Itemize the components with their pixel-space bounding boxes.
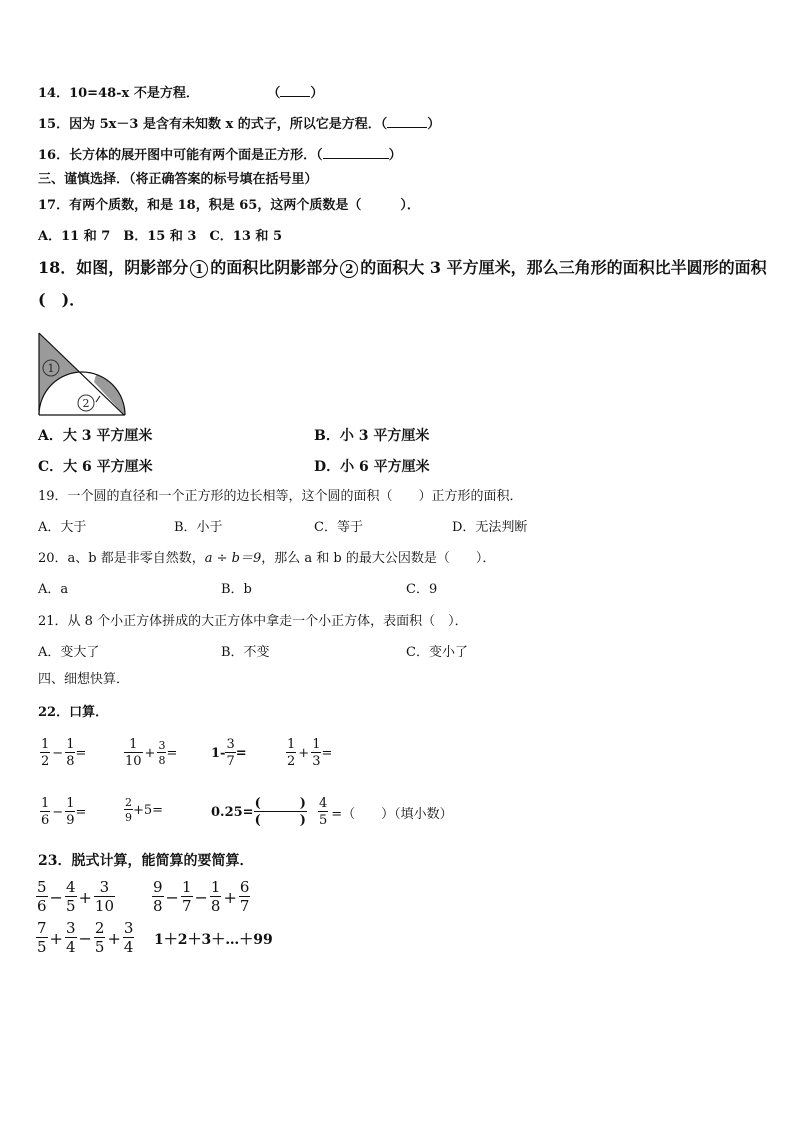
q18-figure — [36, 330, 130, 418]
q18-stem: 18．如图，阴影部分 1 的面积比阴影部分 2 的面积大 3 平方厘米，那么三角形的面积比半圆形的面积 — [38, 258, 767, 277]
q19-option-a[interactable]: A．大于 — [38, 520, 87, 535]
q20-option-a[interactable]: A．a — [38, 582, 69, 597]
q18-option-b[interactable]: B．小 3 平方厘米 — [314, 428, 430, 444]
q18-option-c[interactable]: C．大 6 平方厘米 — [38, 459, 153, 475]
q22-denominator-blank[interactable]: ( ) — [254, 813, 306, 828]
fraction: $\frac{1}{2}$ — [287, 737, 296, 769]
q23-expr2: $\frac{9}{8}$ − $\frac{1}{7}$ − $\frac{1}{8}$ + $\frac{6}{7}$ — [153, 878, 250, 915]
q20-stem: 20．a、b 都是非零自然数，a ÷ b＝9，那么 a 和 b 的最大公因数是（ ）． — [38, 551, 496, 566]
q14: 14．10=48-x 不是方程． （ ） — [38, 86, 324, 101]
section-3-title: 三、谨慎选择．（将正确答案的标号填在括号里） — [38, 172, 318, 187]
section-4-title: 四、细想快算． — [38, 672, 130, 687]
q18-option-d[interactable]: D．小 6 平方厘米 — [314, 459, 430, 475]
fraction: $\frac{1}{3}$ — [312, 737, 321, 769]
fraction: $\frac{3}{7}$ — [226, 737, 235, 769]
q19-stem: 19．一个圆的直径和一个正方形的边长相等，这个圆的面积（ ）正方形的面积． — [38, 489, 523, 504]
q19-option-c[interactable]: C．等于 — [314, 520, 363, 535]
q22-r1-item3: 1- $\frac{3}{7}$ = — [211, 737, 247, 769]
q16: 16．长方体的展开图中可能有两个面是正方形．（ ） — [38, 148, 402, 163]
figure-label-2: 2 — [82, 397, 90, 410]
circle-2-marker: 2 — [340, 260, 358, 278]
q19-option-b[interactable]: B．小于 — [174, 520, 223, 535]
q20-option-c[interactable]: C．9 — [406, 582, 438, 597]
fraction: $\frac{2}{9}$ — [125, 796, 132, 824]
q21-option-a[interactable]: A．变大了 — [38, 645, 100, 660]
q21-option-c[interactable]: C．变小了 — [406, 645, 468, 660]
q23-expr4: 1＋2＋3＋…＋99 — [154, 932, 273, 948]
figure-label-1: 1 — [47, 362, 55, 375]
q21-stem: 21．从 8 个小正方体拼成的大正方体中拿走一个小正方体，表面积（ ）． — [38, 614, 468, 629]
fraction: $\frac{1}{10}$ — [125, 737, 142, 769]
q22-title: 22．口算． — [38, 705, 109, 720]
q22-r2-item1: $\frac{1}{6}$ − $\frac{1}{9}$ = — [41, 796, 87, 828]
q18-stem-line2: ( )． — [38, 290, 86, 309]
q22-r1-item1: $\frac{1}{2}$ − $\frac{1}{8}$ = — [41, 737, 87, 769]
q22-r2-item2: $\frac{2}{9}$ +5= — [125, 796, 164, 824]
fraction: $\frac{1}{9}$ — [66, 796, 75, 828]
q14-answer-blank[interactable] — [280, 84, 310, 97]
q22-r2-item4: $\frac{4}{5}$ =（ ）（填小数） — [319, 796, 453, 828]
q19-option-d[interactable]: D．无法判断 — [452, 520, 528, 535]
q21-option-b[interactable]: B．不变 — [221, 645, 270, 660]
q23-title: 23．脱式计算，能简算的要简算． — [38, 853, 254, 869]
q17-options[interactable]: A．11 和 7 B．15 和 3 C．13 和 5 — [38, 229, 282, 244]
q22-r1-item4: $\frac{1}{2}$ + $\frac{1}{3}$ = — [287, 737, 333, 769]
q20-option-b[interactable]: B．b — [221, 582, 252, 597]
fraction — [254, 797, 307, 827]
q18-option-a[interactable]: A．大 3 平方厘米 — [38, 428, 153, 444]
fraction: $\frac{3}{8}$ — [158, 739, 166, 767]
q22-r1-item2: $\frac{1}{10}$ + $\frac{3}{8}$ = — [125, 737, 178, 769]
q22-r2-item3: 0.25= $\frac{( )}{( )}$ — [211, 796, 306, 828]
q23-expr3: $\frac{7}{5}$ + $\frac{3}{4}$ − $\frac{2}{5}$ + $\frac{3}{4}$ — [37, 919, 134, 956]
q22-numerator-blank[interactable]: ( ) — [254, 796, 306, 811]
fraction: $\frac{1}{2}$ — [41, 737, 50, 769]
q20-expression: a ÷ b＝9 — [204, 551, 262, 566]
fraction: $\frac{1}{8}$ — [66, 737, 75, 769]
q23-expr1: $\frac{5}{6}$ − $\frac{4}{5}$ + $\frac{3}{10}$ — [37, 878, 114, 915]
q15-answer-blank[interactable] — [387, 115, 427, 128]
q17-stem: 17．有两个质数，和是 18，积是 65，这两个质数是（ ）． — [38, 198, 420, 213]
fraction: $\frac{4}{5}$ — [319, 796, 328, 828]
fraction: $\frac{1}{6}$ — [41, 796, 50, 828]
q16-answer-blank[interactable] — [323, 146, 389, 159]
circle-1-marker: 1 — [190, 260, 208, 278]
q15: 15．因为 5x－3 是含有未知数 x 的式子，所以它是方程．（ ） — [38, 117, 441, 132]
